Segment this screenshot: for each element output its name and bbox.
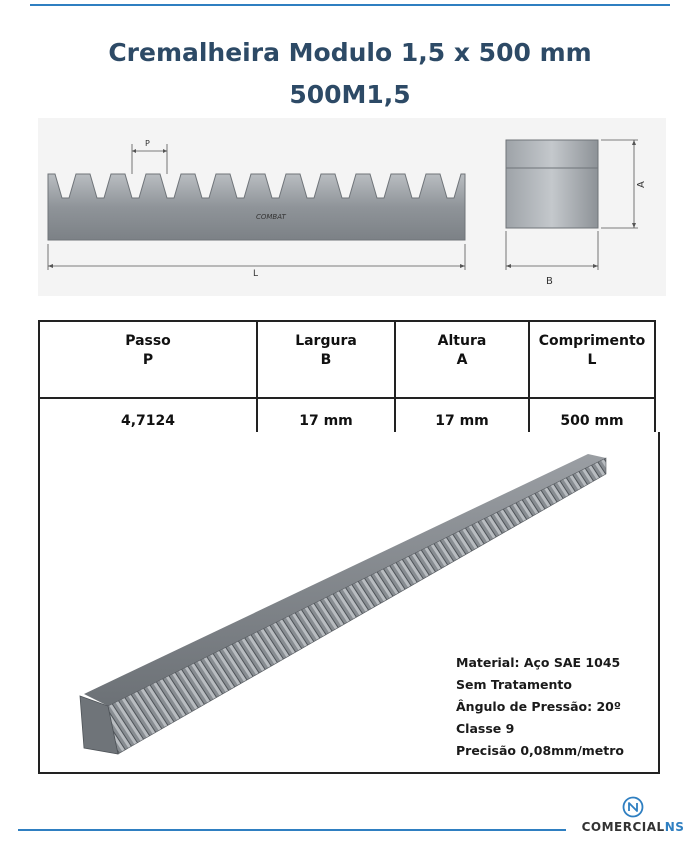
header-symbol: A — [456, 352, 468, 368]
brand-mark: COMBAT — [256, 213, 286, 221]
value-passo: 4,7124 — [39, 398, 257, 444]
specs-table — [38, 320, 656, 445]
rack-cross-section — [506, 140, 598, 228]
logo-icon — [622, 796, 644, 818]
length-label: L — [253, 269, 259, 279]
page-title: Cremalheira Modulo 1,5 x 500 mm — [108, 38, 592, 67]
specs-header-row — [39, 321, 655, 398]
company-logo — [578, 796, 688, 846]
header-symbol: P — [142, 352, 154, 368]
top-divider — [30, 4, 670, 6]
value-altura: 17 mm — [395, 398, 529, 444]
header-passo — [39, 321, 257, 398]
product-code: 500M1,5 — [289, 80, 411, 109]
pitch-label: P — [145, 139, 150, 148]
value-largura: 17 mm — [257, 398, 395, 444]
header-largura — [257, 321, 395, 398]
header-name: Passo — [125, 333, 171, 349]
header-symbol: L — [587, 352, 597, 368]
header-symbol: B — [320, 352, 332, 368]
logo-text — [578, 820, 688, 834]
header-comprimento — [529, 321, 655, 398]
note-class: Classe 9 — [456, 721, 515, 736]
note-pressure-angle: Ângulo de Pressão: 20º — [456, 699, 621, 714]
technical-drawing — [38, 118, 666, 296]
header-name: Largura — [295, 333, 357, 349]
material-notes — [456, 652, 624, 762]
note-treatment: Sem Tratamento — [456, 677, 572, 692]
note-precision: Precisão 0,08mm/metro — [456, 743, 624, 758]
bottom-divider — [18, 829, 566, 831]
product-photo-panel — [38, 432, 660, 774]
value-comprimento: 500 mm — [529, 398, 655, 444]
header-name: Comprimento — [538, 333, 646, 349]
note-material: Material: Aço SAE 1045 — [456, 655, 621, 670]
width-label: B — [546, 276, 553, 287]
header-name: Altura — [437, 333, 487, 349]
rack-profile — [48, 174, 465, 240]
logo-text-accent: NS — [664, 820, 685, 834]
height-label: A — [636, 181, 647, 188]
header-altura — [395, 321, 529, 398]
logo-text-main: COMERCIAL — [581, 820, 665, 834]
